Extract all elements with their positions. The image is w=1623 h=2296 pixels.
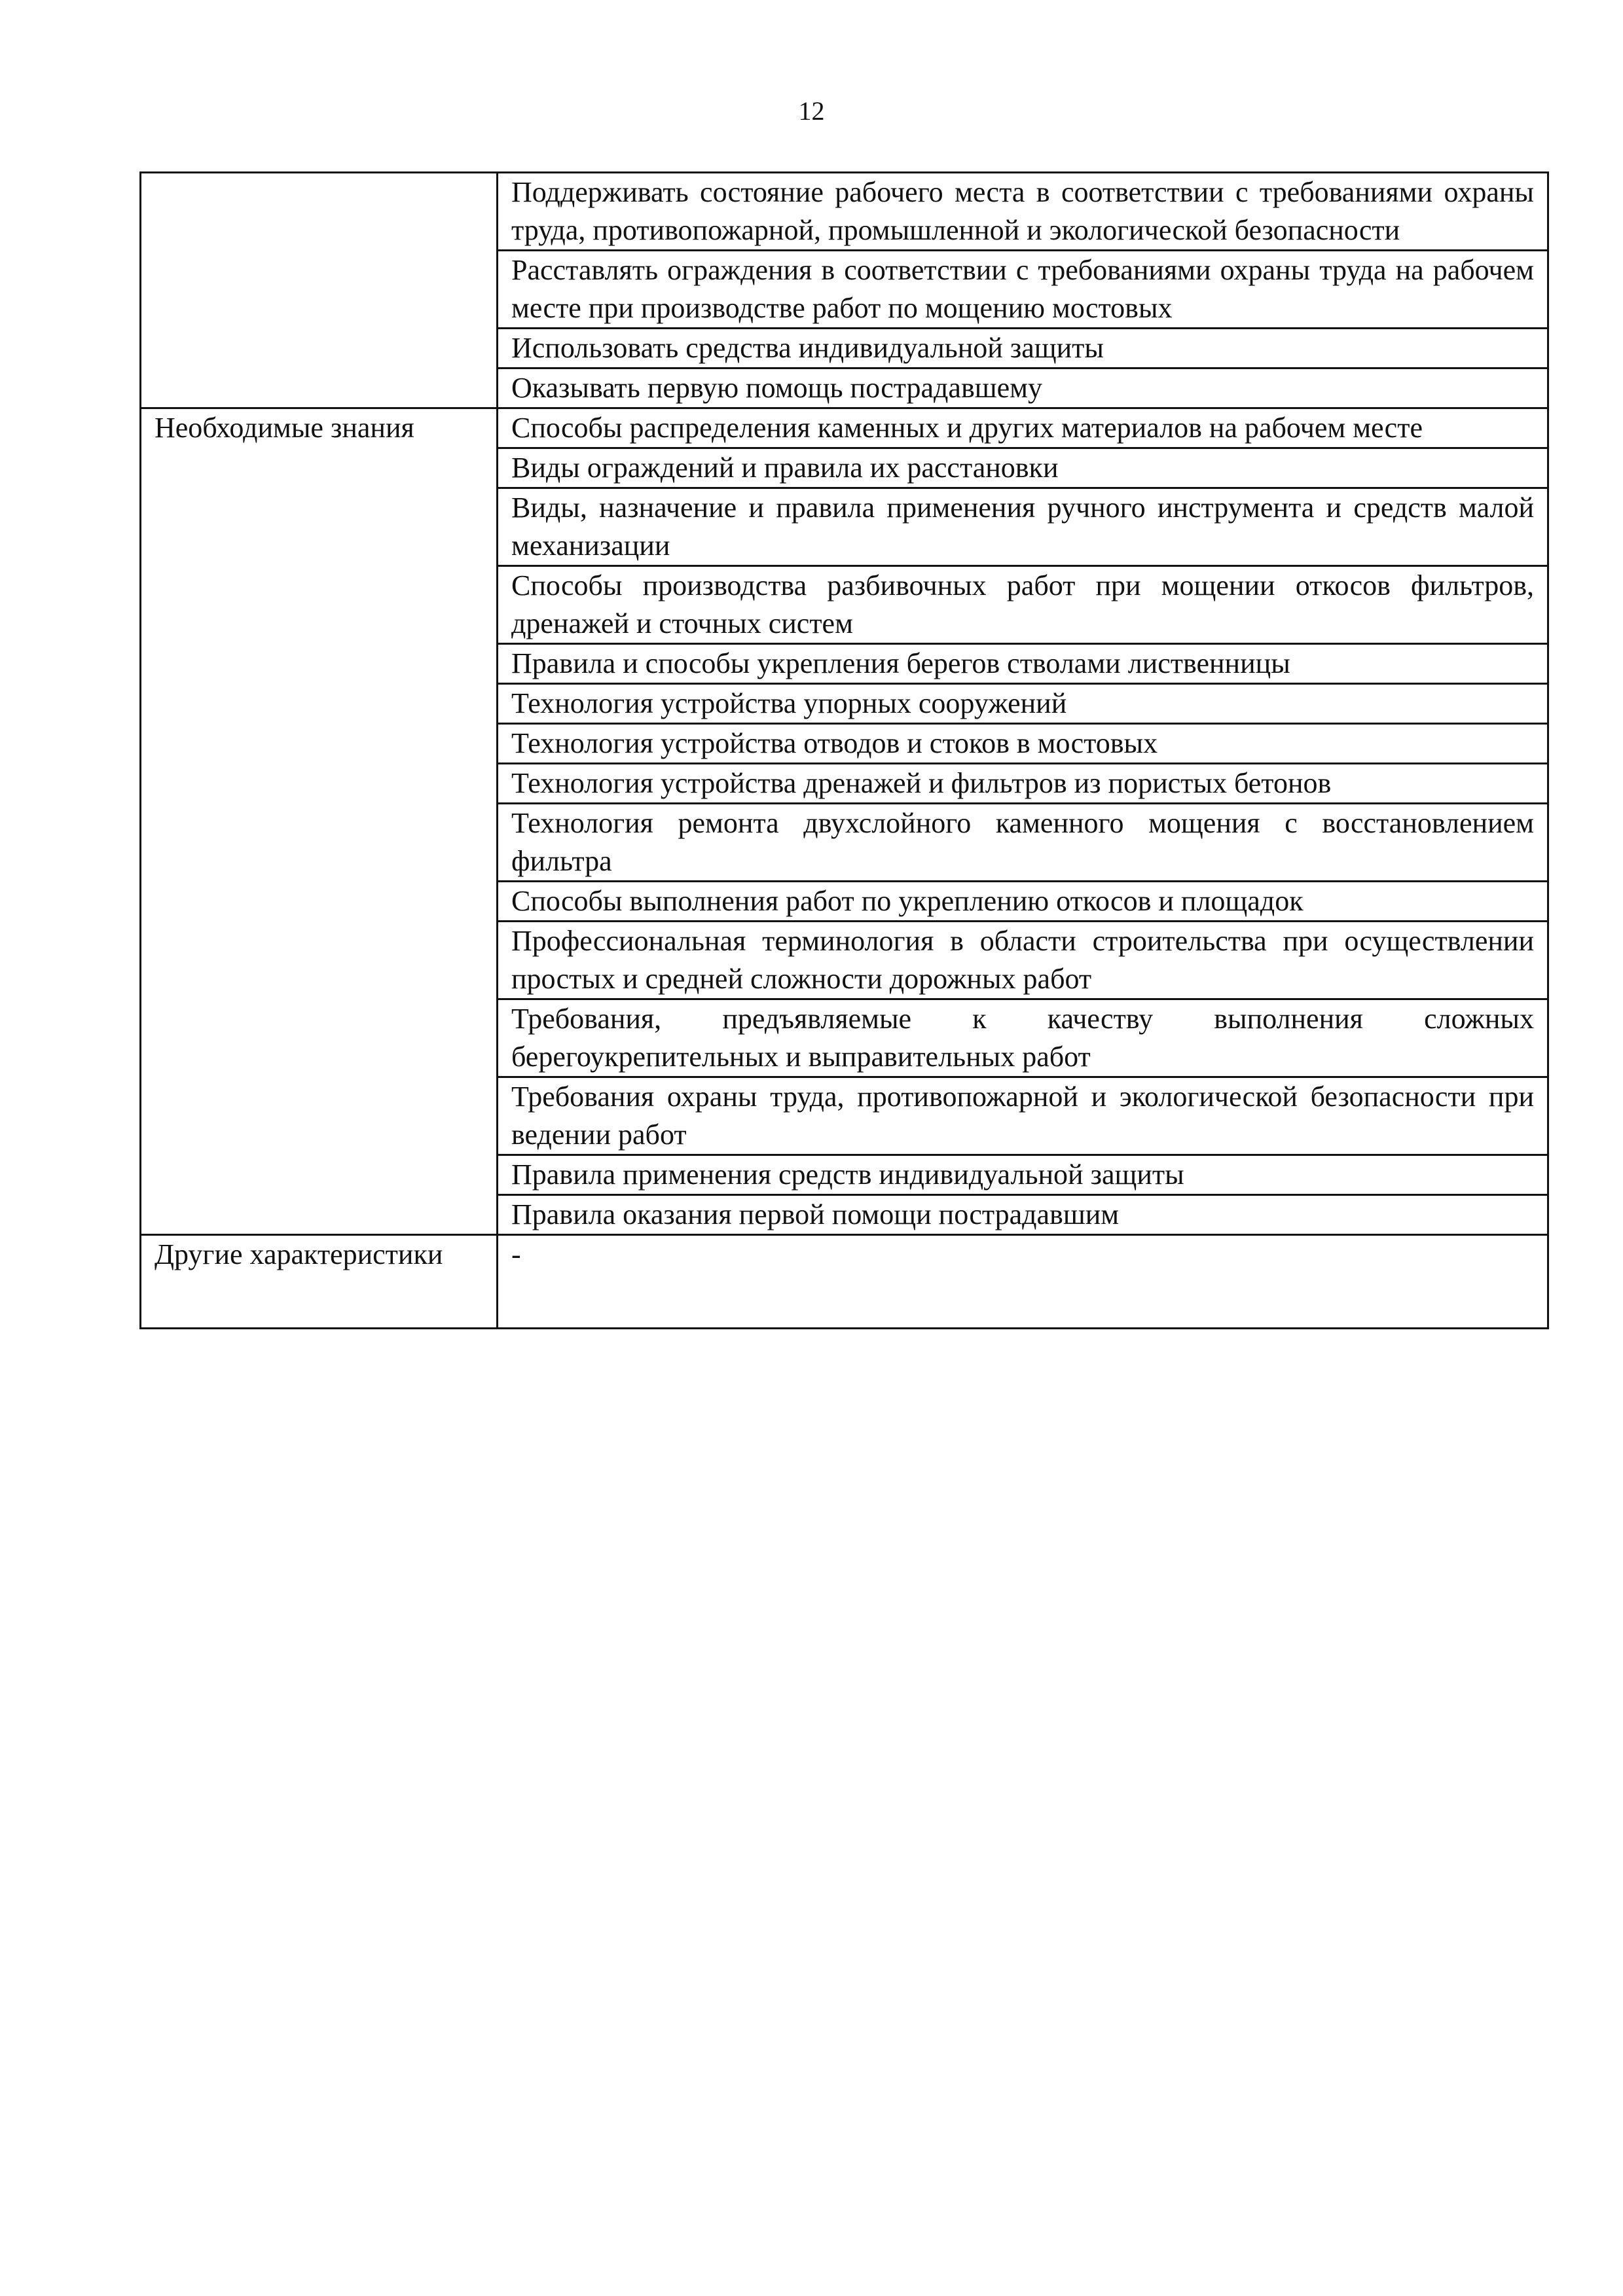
skills-label-cell	[141, 173, 498, 408]
knowledge-item: Способы выполнения работ по укреплению откосов и площадок	[498, 882, 1548, 922]
table-row	[141, 173, 1548, 251]
knowledge-item: Технология устройства отводов и стоков в мостовых	[498, 724, 1548, 764]
page-number: 12	[798, 96, 825, 126]
knowledge-item: Правила оказания первой помощи пострадавшим	[498, 1195, 1548, 1235]
skill-item: Расставлять ограждения в соответствии с требованиями охраны труда на рабочем месте при производстве работ по мощению мостовых	[498, 251, 1548, 329]
knowledge-item: Способы распределения каменных и других материалов на рабочем месте	[498, 408, 1548, 448]
table-row	[141, 408, 1548, 448]
skill-item: Поддерживать состояние рабочего места в соответствии с требованиями охраны труда, противопожарной, промышленной и экологической безопасности	[498, 173, 1548, 251]
other-value: -	[498, 1235, 1548, 1329]
knowledge-item: Требования, предъявляемые к качеству выполнения сложных берегоукрепительных и выправительных работ	[498, 999, 1548, 1077]
knowledge-label: Необходимые знания	[141, 408, 498, 1235]
knowledge-item: Технология устройства упорных сооружений	[498, 684, 1548, 724]
knowledge-item: Требования охраны труда, противопожарной и экологической безопасности при ведении работ	[498, 1077, 1548, 1155]
table-row	[141, 1235, 1548, 1329]
knowledge-item: Правила и способы укрепления берегов стволами лиственницы	[498, 644, 1548, 684]
requirements-table	[139, 171, 1549, 1329]
other-label: Другие характеристики	[141, 1235, 498, 1329]
knowledge-item: Профессиональная терминология в области строительства при осуществлении простых и средней сложности дорожных работ	[498, 922, 1548, 999]
skill-item: Использовать средства индивидуальной защиты	[498, 329, 1548, 368]
knowledge-item: Технология ремонта двухслойного каменного мощения с восстановлением фильтра	[498, 804, 1548, 882]
knowledge-item: Виды, назначение и правила применения ручного инструмента и средств малой механизации	[498, 488, 1548, 566]
knowledge-item: Виды ограждений и правила их расстановки	[498, 448, 1548, 488]
knowledge-item: Способы производства разбивочных работ при мощении откосов фильтров, дренажей и сточных систем	[498, 566, 1548, 644]
knowledge-item: Правила применения средств индивидуальной защиты	[498, 1155, 1548, 1195]
skill-item: Оказывать первую помощь пострадавшему	[498, 368, 1548, 408]
knowledge-item: Технология устройства дренажей и фильтров из пористых бетонов	[498, 764, 1548, 804]
